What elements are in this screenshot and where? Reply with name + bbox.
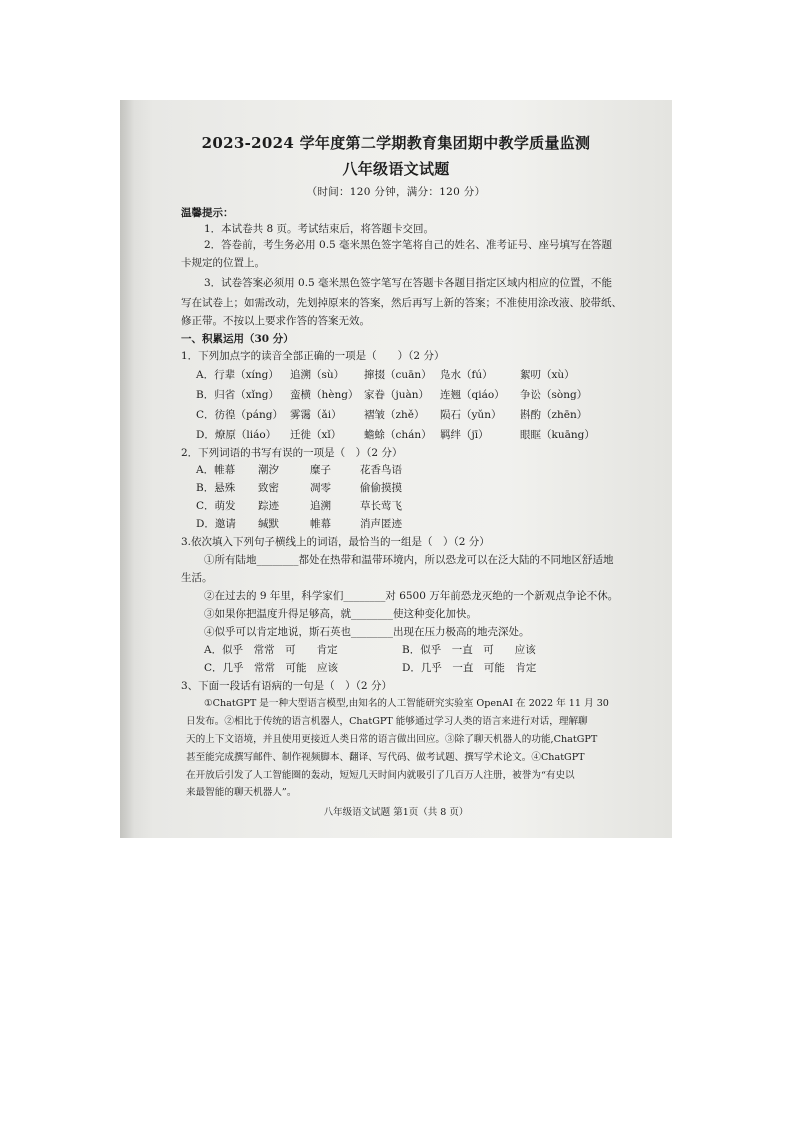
q2-b-word-2: 致密 <box>258 482 279 494</box>
q1-b-word-4: 连翘（qiáo） <box>440 389 505 401</box>
q1-d-word-3: 蟾蜍（chán） <box>364 429 432 441</box>
q1-b-word-2: 蛮横（hèng） <box>290 389 359 401</box>
q1-a-word-5: 絮叨（xù） <box>520 369 575 381</box>
section-heading: 一、积累运用（30 分） <box>181 333 294 345</box>
q1-d-word-2: 迁徙（xǐ） <box>290 429 342 441</box>
q2-d-word-1: D．邀请 <box>196 518 236 530</box>
tip-3c: 修正带。不按以上要求作答的答案无效。 <box>181 315 370 327</box>
q1-d-word-4: 羁绊（jī） <box>440 429 489 441</box>
q3-sentence-3: ③如果你把温度升得足够高，就________使这种变化加快。 <box>204 608 477 620</box>
q2-c-word-4: 草长莺飞 <box>360 500 402 512</box>
q1-c-word-5: 斟酌（zhēn） <box>520 409 588 421</box>
q3-stem: 3.依次填入下列句子横线上的词语，最恰当的一组是（ ）（2 分） <box>181 536 490 548</box>
q4-passage-line-4: 甚至能完成撰写邮件、制作视频脚本、翻译、写代码、做考试题、撰写学术论文。④ChatGPT <box>186 752 585 763</box>
q2-c-word-3: 追溯 <box>310 500 331 512</box>
q2-option-d <box>196 517 496 531</box>
q1-a-word-3: 撺掇（cuān） <box>364 369 432 381</box>
q2-option-c <box>196 499 496 513</box>
tip-3b: 写在试卷上；如需改动，先划掉原来的答案，然后再写上新的答案；不准使用涂改液、胶带纸、 <box>181 297 622 309</box>
q2-option-b <box>196 481 496 495</box>
q1-c-word-2: 雾霭（ǎi） <box>290 409 342 421</box>
q2-d-word-4: 消声匿迹 <box>360 518 402 530</box>
exam-paper-photo <box>120 100 672 838</box>
q1-option-a <box>196 368 666 382</box>
tip-3a: 3．试卷答案必须用 0.5 毫米黑色签字笔写在答题卡各题目指定区域内相应的位置，不能 <box>204 277 613 289</box>
q2-d-word-2: 缄默 <box>258 518 279 530</box>
q3-sentence-4: ④似乎可以肯定地说，斯石英也________出现在压力极高的地壳深处。 <box>204 626 530 638</box>
q1-b-word-5: 争讼（sòng） <box>520 389 588 401</box>
q1-b-word-1: B．归省（xǐng） <box>196 389 279 401</box>
q2-a-word-4: 花香鸟语 <box>360 464 402 476</box>
q1-option-c <box>196 408 666 422</box>
q1-b-word-3: 家眷（juàn） <box>364 389 430 401</box>
q3-option-c: C．几乎 常常 可能 应该 <box>204 662 339 674</box>
exam-time-info: （时间：120 分钟，满分：120 分） <box>306 186 486 198</box>
exam-subtitle: 八年级语文试题 <box>342 160 450 178</box>
tip-2b: 卡规定的位置上。 <box>181 257 265 269</box>
q1-stem: 1．下列加点字的读音全部正确的一项是（ ）（2 分） <box>181 350 445 362</box>
q1-a-word-1: A．行辈（xíng） <box>196 369 279 381</box>
exam-title: 2023-2024 学年度第二学期教育集团期中教学质量监测 <box>201 134 591 152</box>
page-footer: 八年级语文试题 第1页（共 8 页） <box>323 807 469 818</box>
q2-d-word-3: 帷幕 <box>310 518 331 530</box>
q4-passage-line-1: ①ChatGPT 是一种大型语言模型,由知名的人工智能研究实验室 OpenAI 在 2022 年 11 月 30 <box>204 698 609 709</box>
q2-b-word-1: B．悬殊 <box>196 482 236 494</box>
q2-a-word-1: A．帷幕 <box>196 464 236 476</box>
q1-c-word-4: 陨石（yǔn） <box>440 409 502 421</box>
tips-label: 温馨提示： <box>181 207 234 219</box>
q4-passage-line-3: 天的上下文语境，并且使用更接近人类日常的语言做出回应。③除了聊天机器人的功能,ChatGPT <box>186 734 598 745</box>
q2-b-word-3: 凋零 <box>310 482 331 494</box>
q2-b-word-4: 偷偷摸摸 <box>360 482 402 494</box>
q1-a-word-4: 凫水（fú） <box>440 369 493 381</box>
q3-option-b: B．似乎 一直 可 应该 <box>402 644 536 656</box>
q3-sentence-1a: ①所有陆地________都处在热带和温带环境内，所以恐龙可以在泛大陆的不同地区舒适地 <box>204 554 614 566</box>
q2-a-word-2: 潮汐 <box>258 464 279 476</box>
tip-1: 1．本试卷共 8 页。考试结束后，将答题卡交回。 <box>204 223 435 235</box>
q2-option-a <box>196 463 496 477</box>
q4-passage-line-2: 日发布。②相比于传统的语言机器人，ChatGPT 能够通过学习人类的语言来进行对话，理解聊 <box>186 716 588 727</box>
q4-passage-line-6: 来最智能的聊天机器人”。 <box>186 787 297 798</box>
q2-stem: 2．下列词语的书写有误的一项是（ ）（2 分） <box>181 447 403 459</box>
q4-stem: 3、下面一段话有语病的一句是（ ）（2 分） <box>181 680 392 692</box>
q1-d-word-5: 眼眶（kuāng） <box>520 429 595 441</box>
q3-sentence-2: ②在过去的 9 年里，科学家们________对 6500 万年前恐龙灭绝的一个新观点争论不休。 <box>204 590 619 602</box>
q2-a-word-3: 糜子 <box>310 464 331 476</box>
q3-sentence-1b: 生活。 <box>181 572 213 584</box>
q1-d-word-1: D．燎原（liáo） <box>196 429 277 441</box>
q4-passage-line-5: 在开放后引发了人工智能圈的轰动，短短几天时间内就吸引了几百万人注册，被誉为“有史以 <box>186 770 575 781</box>
q1-option-b <box>196 388 666 402</box>
q1-a-word-2: 追溯（sù） <box>290 369 345 381</box>
q1-c-word-3: 褶皱（zhě） <box>364 409 425 421</box>
q2-c-word-2: 踪迹 <box>258 500 279 512</box>
q1-c-word-1: C．彷徨（páng） <box>196 409 283 421</box>
q3-option-a: A．似乎 常常 可 肯定 <box>204 644 338 656</box>
q1-option-d <box>196 428 666 442</box>
tip-2a: 2．答卷前，考生务必用 0.5 毫米黑色签字笔将自己的姓名、准考证号、座号填写在答题 <box>204 239 613 251</box>
q2-c-word-1: C．萌发 <box>196 500 236 512</box>
q3-option-d: D．几乎 一直 可能 肯定 <box>402 662 537 674</box>
